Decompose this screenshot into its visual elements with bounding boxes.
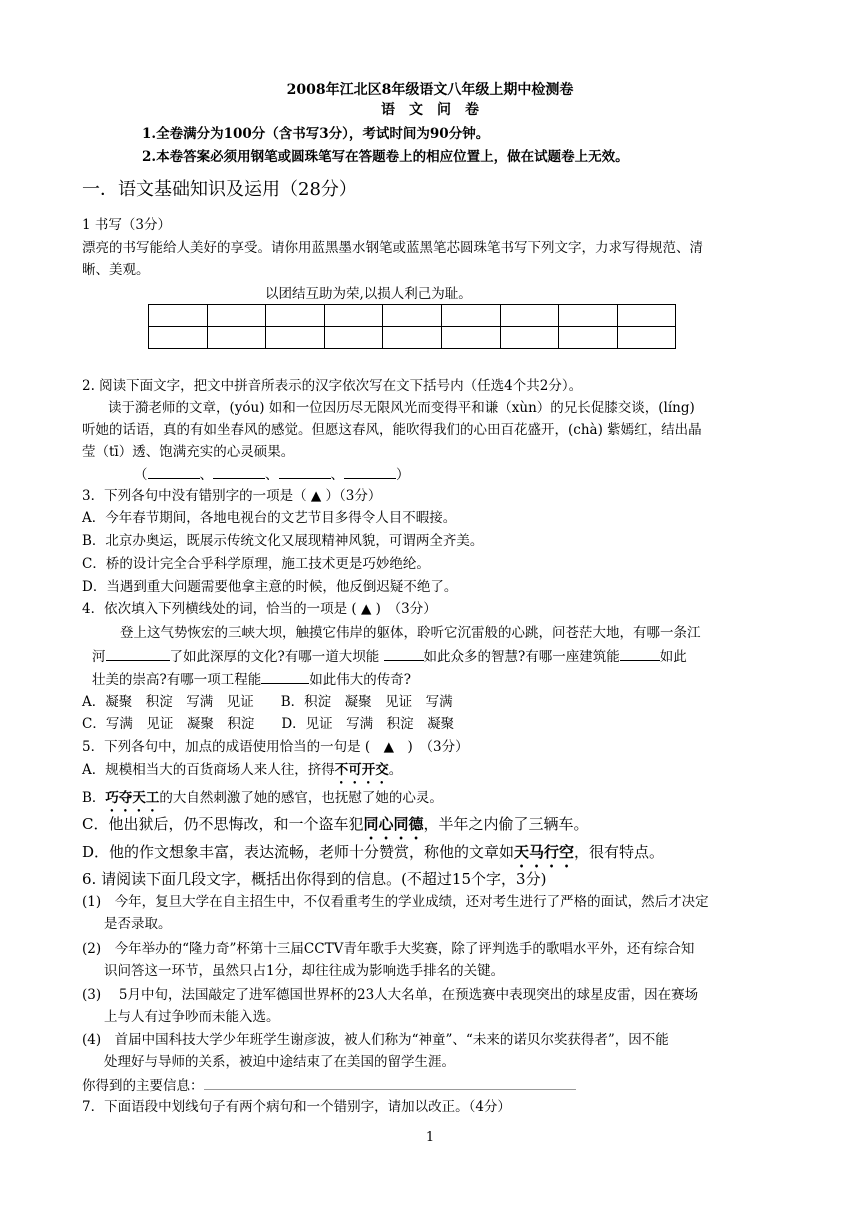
q5-idiom-c: 同心同德 <box>363 815 424 833</box>
grid-cell[interactable] <box>266 327 325 349</box>
q1-copy-text: 以团结互助为荣,以损人利己为耻。 <box>265 286 472 302</box>
q4-options-row1: A．凝聚 积淀 写满 见证 B．积淀 凝聚 见证 写满 <box>82 694 453 710</box>
grid-cell[interactable] <box>500 305 559 327</box>
q4-blank-4[interactable] <box>261 669 309 684</box>
q5-option-a <box>82 760 402 787</box>
q6-stem: 6. 请阅读下面几段文字，概括出你得到的信息。(不超过15个字，3分) <box>82 870 547 888</box>
q2-close-paren: ） <box>396 467 410 483</box>
q6-item-3-line1: (3) 5月中旬，法国敲定了进军德国世界杯的23人大名单，在预选赛中表现突出的球星皮雷，因在赛场 <box>82 987 699 1003</box>
q6-item-2-line1: (2) 今年举办的“隆力奇”杯第十三届CCTV青年歌手大奖赛，除了评判选手的歌唱水平外，还有综合知 <box>82 941 695 957</box>
q2-passage-line1: 读于漪老师的文章，(yóu) 如和一位因历尽无限风光而变得平和谦（xùn）的兄长促膝交谈，(líng) <box>108 400 695 416</box>
q2-passage-line2: 听她的话语，真的有如坐春风的感觉。但愿这春风，能吹得我们的心田百花盛开，(chà) 紫嫣红，结出晶 <box>82 422 702 438</box>
q5-option-b <box>82 788 443 815</box>
q7-stem: 7．下面语段中划线句子有两个病句和一个错别字，请加以改正。（4分） <box>82 1099 511 1115</box>
grid-cell[interactable] <box>207 327 266 349</box>
section-heading: 一．语文基础知识及运用（28分） <box>82 179 357 200</box>
grid-cell[interactable] <box>149 305 208 327</box>
grid-cell[interactable] <box>383 305 442 327</box>
q6-item-2-line2: 识问答这一环节，虽然只占1分，却往往成为影响选手排名的关键。 <box>104 963 505 979</box>
q1-instruction-line2: 晰、美观。 <box>82 262 150 278</box>
q6-item-4-line1: (4) 首届中国科技大学少年班学生谢彦波，被人们称为“神童”、“未来的诺贝尔奖获得者”，因不能 <box>82 1032 669 1048</box>
grid-cell[interactable] <box>149 327 208 349</box>
q2-answer-blanks <box>134 464 410 485</box>
q5-text: B． <box>82 790 106 806</box>
q3-option-b: B．北京办奥运，既展示传统文化又展现精神风貌，可谓两全齐美。 <box>82 533 484 549</box>
q2-blank-1[interactable] <box>148 464 200 479</box>
q2-stem: 2. 阅读下面文字，把文中拼音所表示的汉字依次写在文下括号内（任选4个共2分）。 <box>82 378 583 394</box>
q6-item-1-line2: 是否录取。 <box>104 916 172 932</box>
grid-cell[interactable] <box>383 327 442 349</box>
q5-text: ，很有特点。 <box>574 843 665 861</box>
q4-text: 如此伟大的传奇? <box>309 672 411 688</box>
q2-blank-4[interactable] <box>344 464 396 479</box>
q6-item-1-line1: (1) 今年，复旦大学在自主招生中，不仅看重考生的学业成绩，还对考生进行了严格的面试，然后才决定 <box>82 894 709 910</box>
q2-separator: 、 <box>330 467 344 483</box>
q5-idiom-b: 巧夺天工 <box>105 790 160 806</box>
exam-note-2: 2.本卷答案必须用钢笔或圆珠笔写在答题卷上的相应位置上，做在试题卷上无效。 <box>142 149 629 165</box>
q5-option-c <box>82 814 589 843</box>
q3-option-a: A．今年春节期间，各地电视台的文艺节目多得令人目不暇接。 <box>82 510 457 526</box>
exam-title: 2008年江北区8年级语文八年级上期中检测卷 <box>286 82 574 98</box>
grid-cell[interactable] <box>207 305 266 327</box>
q5-idiom-d: 天马行空 <box>514 843 575 861</box>
exam-subtitle: 语 文 问 卷 <box>381 102 479 118</box>
q4-blank-2[interactable] <box>384 646 424 661</box>
page-number: 1 <box>425 1130 435 1145</box>
handwriting-grid[interactable] <box>148 304 676 349</box>
q2-blank-3[interactable] <box>279 464 331 479</box>
grid-cell[interactable] <box>324 305 383 327</box>
grid-cell[interactable] <box>559 327 618 349</box>
grid-row <box>149 327 676 349</box>
q5-stem: 5．下列各句中，加点的成语使用恰当的一句是 ( ▲ ) （3分） <box>82 739 469 755</box>
grid-cell[interactable] <box>441 327 500 349</box>
q4-passage-line1: 登上这气势恢宏的三峡大坝，触摸它伟岸的躯体，聆听它沉雷般的心跳，问苍茫大地，有哪一条江 <box>120 625 701 641</box>
q5-text: C．他出狱后，仍不思悔改，和一个盗车犯 <box>82 815 364 833</box>
q4-stem: 4．依次填入下列横线处的词，恰当的一项是 ( ▲ ) （3分） <box>82 601 437 617</box>
q4-blank-1[interactable] <box>106 646 170 661</box>
q4-text: 河 <box>92 649 106 665</box>
q3-stem: 3．下列各句中没有错别字的一项是（ ▲ ）（3分） <box>82 488 382 504</box>
exam-note-1: 1.全卷满分为100分（含书写3分），考试时间为90分钟。 <box>142 126 490 142</box>
grid-cell[interactable] <box>559 305 618 327</box>
grid-cell[interactable] <box>266 305 325 327</box>
q5-idiom-a: 不可开交 <box>334 762 389 778</box>
grid-row <box>149 305 676 327</box>
q6-item-3-line2: 上与人有过争吵而未能入选。 <box>104 1009 280 1025</box>
q2-separator: 、 <box>199 467 213 483</box>
q4-text: 如此众多的智慧?有哪一座建筑能 <box>423 649 620 665</box>
q4-text: 壮美的崇高?有哪一项工程能 <box>92 672 262 688</box>
q6-answer-label: 你得到的主要信息： <box>82 1078 204 1094</box>
q1-instruction-line1: 漂亮的书写能给人美好的享受。请你用蓝黑墨水钢笔或蓝黑笔芯圆珠笔书写下列文字，力求写得规范、清 <box>82 240 703 256</box>
q5-text: ，半年之内偷了三辆车。 <box>423 815 589 833</box>
grid-cell[interactable] <box>500 327 559 349</box>
q5-option-d <box>82 842 664 871</box>
q2-blank-2[interactable] <box>213 464 265 479</box>
q6-answer-line[interactable] <box>204 1075 576 1090</box>
grid-cell[interactable] <box>617 327 676 349</box>
q6-answer-row <box>82 1075 576 1096</box>
grid-cell[interactable] <box>441 305 500 327</box>
q4-blank-3[interactable] <box>620 646 660 661</box>
q4-passage-line3 <box>92 669 411 690</box>
q1-label: 1 书写（3分） <box>82 217 171 233</box>
q3-option-c: C．桥的设计完全合乎科学原理，施工技术更是巧妙绝纶。 <box>82 556 430 572</box>
q6-item-4-line2: 处理好与导师的关系，被迫中途结束了在美国的留学生涯。 <box>104 1054 455 1070</box>
q2-passage-line3: 莹（tī）透、饱满充实的心灵硕果。 <box>82 444 295 460</box>
q2-separator: 、 <box>265 467 279 483</box>
q3-option-d: D．当遇到重大问题需要他拿主意的时候，他反倒迟疑不绝了。 <box>82 579 458 595</box>
q4-options-row2: C．写满 见证 凝聚 积淀 D．见证 写满 积淀 凝聚 <box>82 716 455 732</box>
q5-text: 。 <box>388 762 403 778</box>
q5-text: 的大自然刺激了她的感官，也抚慰了她的心灵。 <box>159 790 443 806</box>
grid-cell[interactable] <box>324 327 383 349</box>
q2-open-paren: （ <box>134 467 148 483</box>
q4-text: 如此 <box>659 649 687 665</box>
q4-text: 了如此深厚的文化?有哪一道大坝能 <box>169 649 380 665</box>
q5-text: D．他的作文想象丰富，表达流畅，老师十分赞赏，称他的文章如 <box>82 843 515 861</box>
q4-passage-line2 <box>92 646 687 667</box>
q5-text: A．规模相当大的百货商场人来人往，挤得 <box>82 762 335 778</box>
grid-cell[interactable] <box>617 305 676 327</box>
